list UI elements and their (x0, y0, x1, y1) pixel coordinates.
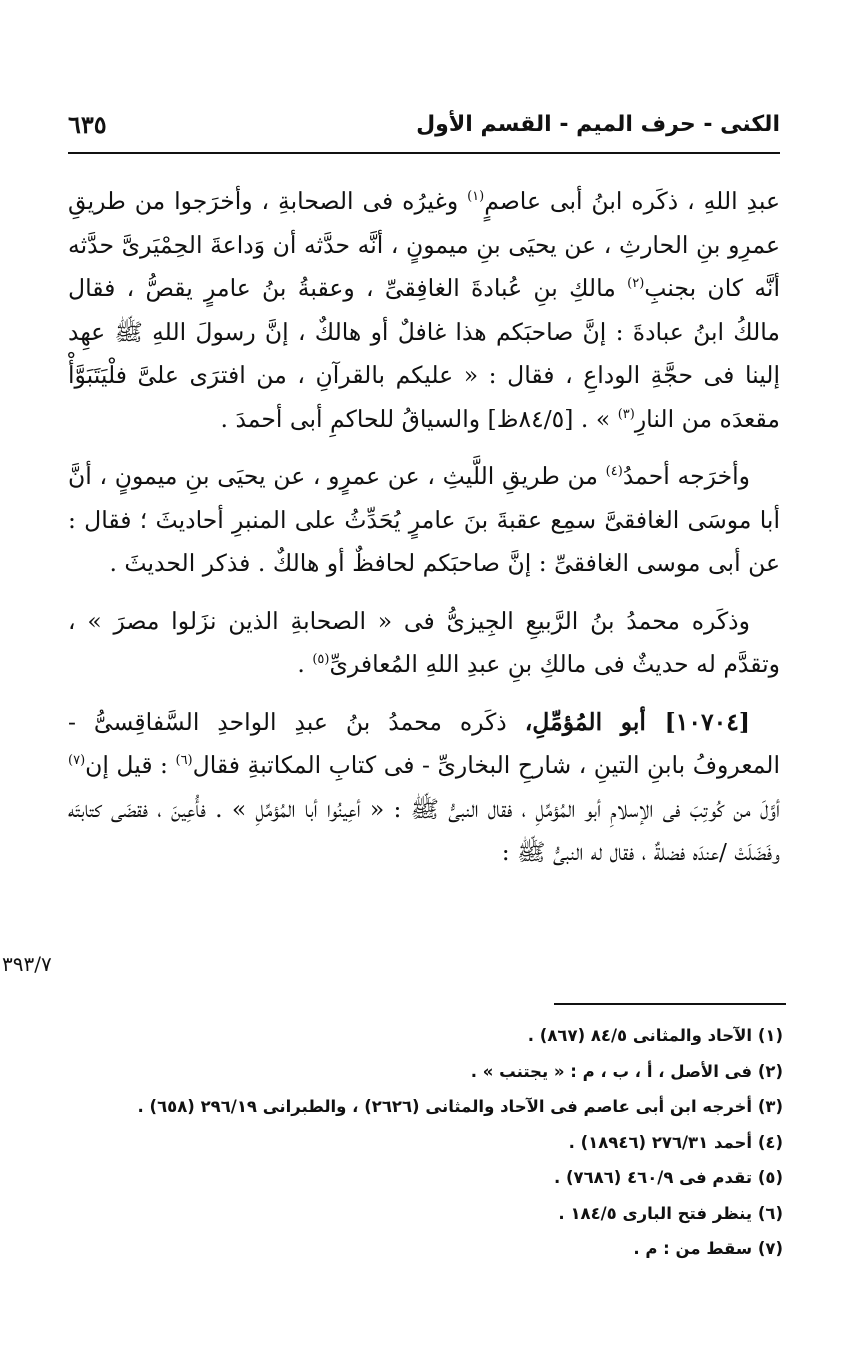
main-text (68, 180, 780, 875)
footnote-4: (٤) أحمد ٢٧٦/٣١ (١٨٩٤٦) . (568, 1132, 783, 1152)
footnote-marker-3: (٣) (617, 406, 635, 422)
text-run: » . [٨٤/٥ظ] والسياقُ للحاكمِ أبى أحمدَ . (220, 404, 618, 433)
paragraph-3 (68, 600, 780, 687)
footnote-5: (٥) تقدم فى ٤٦٠/٩ (٧٦٨٦) . (553, 1168, 783, 1187)
footnote-3: (٣) أخرجه ابن أبى عاصم فى الآحاد والمثانى (٢٦٢٦) ، والطبرانى ٢٩٦/١٩ (٦٥٨) . (137, 1097, 783, 1116)
footnote-marker-5: (٥) (312, 652, 330, 667)
text-run: : قيل إن (85, 751, 176, 779)
footnote-1: (١) الآحاد والمثانى ٨٤/٥ (٨٦٧) . (527, 1026, 783, 1045)
text-run: وغيرُه فى الصحابةِ ، وأخرَجوا من طريقِ عمرِو بنِ الحارثِ ، عن يحيَى بنِ ميمونٍ ، أنَّه حدَّثه أن وَداعةَ الحِمْيَرىَّ حدَّثه أنَّه كان بجنبِ (68, 187, 780, 302)
footnote-marker-4: (٤) (605, 464, 623, 479)
text-run: وأخرَجه أحمدُ (622, 462, 750, 490)
footnote-7: (٧) سقط من : م . (633, 1239, 783, 1258)
running-title: الكنى - حرف الميم - القسم الأول (416, 112, 780, 137)
footnote-6: (٦) ينظر فتح البارى ١٨٤/٥ . (558, 1203, 783, 1223)
text-run: وذكَره محمدُ بنُ الرَّبيعِ الجِيزىُّ فى « الصحابةِ الذين نزَلوا مصرَ » ، وتقدَّم له حديثٌ فى مالكِ بنِ عبدِ اللهِ المُعافرىِّ (68, 606, 780, 678)
page-number: ٦٣٥ (68, 110, 107, 139)
footnote-marker-7: (٧) (68, 753, 86, 768)
text-run: عبدِ اللهِ ، ذكَره ابنُ أبى عاصمٍ (484, 187, 780, 215)
text-run: أوَّلَ من كُوتِبَ فى الإسلامِ أبو المُؤمِّلِ ، فقال النبىُّ ﷺ : « أعِينُوا أبا المُؤمِّلِ » . فأُعِينَ ، فقضَى كتابتَه وفَضَلَتْ /عندَه فضلةٌ ، فقال له النبىُّ ﷺ : (68, 794, 780, 866)
text-run: مالكِ بنِ عُبادةَ الغافِقىِّ ، وعقبةُ بنُ عامرٍ يقصُّ ، فقال مالكُ ابنُ عبادةَ : إنَّ صاحبَكم هذا غافلٌ أو هالكٌ ، إنَّ رسولَ اللهِ ﷺ عهِد إلينا فى حجَّةِ الوداعِ ، فقال : « عليكم بالقرآنِ ، من افترَى علىَّ فلْيَتَبَوَّأْ مقعدَه من النارِ (68, 274, 780, 433)
text-run: . (297, 650, 313, 678)
footnote-2: (٢) فى الأصل ، أ ، ب ، م : « يجتنب » . (470, 1061, 783, 1081)
margin-reference: ٣٩٣/٧ (2, 952, 52, 976)
text-run: من طريقِ اللَّيثِ ، عن عمرٍو ، عن يحيَى بنِ ميمونٍ ، أنَّ أبا موسَى الغافقىَّ سمِع عقبةَ بنَ عامرٍ يُحَدِّثُ على المنبرِ أحاديثَ ؛ فقال : عن أبى موسى الغافقىِّ : إنَّ صاحبَكم لحافظٌ أو هالكٌ . فذكر الحديثَ . (68, 462, 780, 577)
paragraph-1 (68, 180, 780, 441)
paragraph-2 (68, 455, 780, 586)
page-header (68, 108, 780, 154)
footnote-marker-1: (١) (467, 189, 485, 204)
text-run: ذكَره محمدُ بنُ عبدِ الواحدِ السَّفاقِسىُّ - المعروفُ بابنِ التينِ ، شارحِ البخارىِّ - فى كتابِ المكاتبةِ فقال (68, 707, 780, 779)
footnote-marker-6: (٦) (175, 753, 193, 768)
footnote-separator (554, 1003, 786, 1005)
footnote-marker-2: (٢) (627, 276, 645, 291)
footnotes (83, 1018, 783, 1267)
entry-heading: [١٠٧٠٤] أبو المُؤمِّلِ، (524, 707, 750, 736)
paragraph-4 (68, 701, 780, 875)
